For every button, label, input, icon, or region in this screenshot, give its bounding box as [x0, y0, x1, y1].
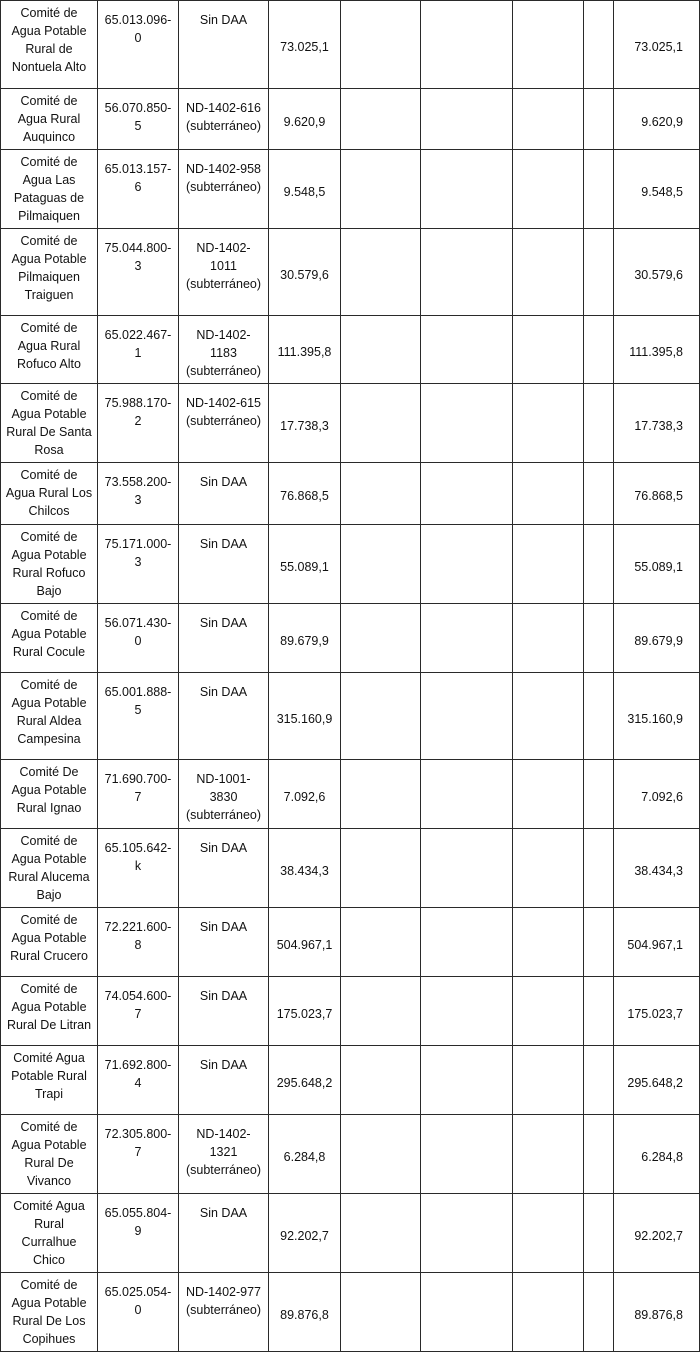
committee-name-cell: Comité de Agua Potable Rural De Santa Rosa [1, 384, 98, 463]
empty-cell [584, 384, 614, 463]
rut-cell: 71.690.700-7 [98, 760, 179, 829]
total-cell: 7.092,6 [614, 760, 700, 829]
empty-cell [584, 1046, 614, 1115]
empty-cell [584, 229, 614, 316]
committee-name-cell: Comité de Agua Potable Rural Alucema Bajo [1, 829, 98, 908]
daa-cell: ND-1402-1011 (subterráneo) [179, 229, 269, 316]
empty-cell [584, 604, 614, 673]
daa-cell: Sin DAA [179, 1046, 269, 1115]
volume-cell: 504.967,1 [269, 908, 341, 977]
table-row [1, 525, 700, 604]
empty-cell [584, 1115, 614, 1194]
volume-cell: 111.395,8 [269, 316, 341, 384]
empty-cell [341, 908, 421, 977]
daa-cell: Sin DAA [179, 829, 269, 908]
daa-cell: ND-1001-3830 (subterráneo) [179, 760, 269, 829]
daa-cell: ND-1402-616 (subterráneo) [179, 89, 269, 150]
volume-cell: 6.284,8 [269, 1115, 341, 1194]
empty-cell [421, 673, 513, 760]
empty-cell [421, 1273, 513, 1352]
empty-cell [584, 977, 614, 1046]
committee-name-cell: Comité de Agua Potable Rural Rofuco Bajo [1, 525, 98, 604]
table-row [1, 1, 700, 89]
empty-cell [341, 89, 421, 150]
empty-cell [341, 1115, 421, 1194]
committee-name-cell: Comité de Agua Rural Rofuco Alto [1, 316, 98, 384]
rut-cell: 74.054.600-7 [98, 977, 179, 1046]
empty-cell [513, 1115, 584, 1194]
empty-cell [513, 673, 584, 760]
empty-cell [421, 908, 513, 977]
empty-cell [341, 829, 421, 908]
daa-cell: Sin DAA [179, 977, 269, 1046]
empty-cell [421, 229, 513, 316]
daa-cell: ND-1402-977 (subterráneo) [179, 1273, 269, 1352]
empty-cell [513, 1, 584, 89]
empty-cell [513, 1194, 584, 1273]
empty-cell [584, 89, 614, 150]
empty-cell [421, 89, 513, 150]
table-row [1, 463, 700, 525]
total-cell: 89.679,9 [614, 604, 700, 673]
empty-cell [584, 463, 614, 525]
empty-cell [421, 829, 513, 908]
empty-cell [341, 463, 421, 525]
committee-name-cell: Comité Agua Potable Rural Trapi [1, 1046, 98, 1115]
committee-name-cell: Comité de Agua Potable Rural Cocule [1, 604, 98, 673]
rut-cell: 65.013.157-6 [98, 150, 179, 229]
daa-cell: ND-1402-615 (subterráneo) [179, 384, 269, 463]
committee-name-cell: Comité de Agua Potable Rural de Nontuela Alto [1, 1, 98, 89]
empty-cell [341, 1046, 421, 1115]
empty-cell [513, 908, 584, 977]
table-row [1, 1115, 700, 1194]
empty-cell [584, 525, 614, 604]
empty-cell [341, 229, 421, 316]
table-row [1, 760, 700, 829]
empty-cell [584, 760, 614, 829]
empty-cell [513, 1273, 584, 1352]
rut-cell: 72.221.600-8 [98, 908, 179, 977]
total-cell: 504.967,1 [614, 908, 700, 977]
total-cell: 73.025,1 [614, 1, 700, 89]
empty-cell [513, 525, 584, 604]
table-row [1, 150, 700, 229]
rut-cell: 65.001.888-5 [98, 673, 179, 760]
empty-cell [421, 1194, 513, 1273]
rut-cell: 71.692.800-4 [98, 1046, 179, 1115]
table-row [1, 229, 700, 316]
total-cell: 9.620,9 [614, 89, 700, 150]
volume-cell: 315.160,9 [269, 673, 341, 760]
empty-cell [341, 977, 421, 1046]
rut-cell: 73.558.200-3 [98, 463, 179, 525]
daa-cell: Sin DAA [179, 673, 269, 760]
committee-name-cell: Comité De Agua Potable Rural Ignao [1, 760, 98, 829]
total-cell: 17.738,3 [614, 384, 700, 463]
empty-cell [584, 829, 614, 908]
daa-cell: Sin DAA [179, 604, 269, 673]
total-cell: 76.868,5 [614, 463, 700, 525]
volume-cell: 9.620,9 [269, 89, 341, 150]
rut-cell: 56.071.430-0 [98, 604, 179, 673]
empty-cell [421, 977, 513, 1046]
volume-cell: 55.089,1 [269, 525, 341, 604]
empty-cell [513, 829, 584, 908]
rut-cell: 56.070.850-5 [98, 89, 179, 150]
empty-cell [341, 1, 421, 89]
empty-cell [341, 1273, 421, 1352]
empty-cell [341, 525, 421, 604]
table-row [1, 977, 700, 1046]
empty-cell [341, 150, 421, 229]
total-cell: 295.648,2 [614, 1046, 700, 1115]
table-row [1, 673, 700, 760]
empty-cell [513, 150, 584, 229]
rut-cell: 75.988.170-2 [98, 384, 179, 463]
total-cell: 111.395,8 [614, 316, 700, 384]
empty-cell [421, 1046, 513, 1115]
empty-cell [421, 760, 513, 829]
rut-cell: 72.305.800-7 [98, 1115, 179, 1194]
volume-cell: 73.025,1 [269, 1, 341, 89]
total-cell: 38.434,3 [614, 829, 700, 908]
daa-cell: ND-1402-1321 (subterráneo) [179, 1115, 269, 1194]
committee-name-cell: Comité de Agua Potable Rural De Vivanco [1, 1115, 98, 1194]
daa-cell: Sin DAA [179, 1194, 269, 1273]
table-row [1, 1194, 700, 1273]
committee-name-cell: Comité Agua Rural Curralhue Chico [1, 1194, 98, 1273]
table-row [1, 1046, 700, 1115]
empty-cell [421, 1115, 513, 1194]
empty-cell [584, 316, 614, 384]
table-row [1, 1273, 700, 1352]
committee-name-cell: Comité de Agua Rural Los Chilcos [1, 463, 98, 525]
empty-cell [421, 1, 513, 89]
daa-cell: Sin DAA [179, 1, 269, 89]
empty-cell [421, 384, 513, 463]
table-body [1, 1, 700, 1352]
volume-cell: 175.023,7 [269, 977, 341, 1046]
empty-cell [341, 316, 421, 384]
daa-cell: Sin DAA [179, 908, 269, 977]
committee-name-cell: Comité de Agua Potable Rural De Litran [1, 977, 98, 1046]
rut-cell: 75.044.800-3 [98, 229, 179, 316]
total-cell: 6.284,8 [614, 1115, 700, 1194]
empty-cell [341, 760, 421, 829]
daa-cell: ND-1402-958 (subterráneo) [179, 150, 269, 229]
empty-cell [513, 229, 584, 316]
rut-cell: 65.055.804-9 [98, 1194, 179, 1273]
volume-cell: 38.434,3 [269, 829, 341, 908]
empty-cell [513, 384, 584, 463]
total-cell: 30.579,6 [614, 229, 700, 316]
empty-cell [513, 760, 584, 829]
volume-cell: 89.679,9 [269, 604, 341, 673]
empty-cell [421, 463, 513, 525]
empty-cell [421, 525, 513, 604]
rut-cell: 65.013.096-0 [98, 1, 179, 89]
empty-cell [341, 384, 421, 463]
empty-cell [584, 1273, 614, 1352]
total-cell: 92.202,7 [614, 1194, 700, 1273]
empty-cell [513, 977, 584, 1046]
table-row [1, 316, 700, 384]
total-cell: 315.160,9 [614, 673, 700, 760]
daa-cell: Sin DAA [179, 463, 269, 525]
committee-name-cell: Comité de Agua Potable Rural De Los Copihues [1, 1273, 98, 1352]
daa-cell: ND-1402-1183 (subterráneo) [179, 316, 269, 384]
committee-name-cell: Comité de Agua Las Pataguas de Pilmaiquen [1, 150, 98, 229]
empty-cell [584, 1194, 614, 1273]
volume-cell: 17.738,3 [269, 384, 341, 463]
total-cell: 89.876,8 [614, 1273, 700, 1352]
rut-cell: 75.171.000-3 [98, 525, 179, 604]
committee-name-cell: Comité de Agua Potable Pilmaiquen Traiguen [1, 229, 98, 316]
volume-cell: 30.579,6 [269, 229, 341, 316]
empty-cell [421, 604, 513, 673]
table-row [1, 604, 700, 673]
table-row [1, 829, 700, 908]
empty-cell [584, 150, 614, 229]
empty-cell [513, 316, 584, 384]
empty-cell [421, 316, 513, 384]
empty-cell [341, 1194, 421, 1273]
committee-name-cell: Comité de Agua Potable Rural Aldea Campesina [1, 673, 98, 760]
empty-cell [584, 673, 614, 760]
volume-cell: 92.202,7 [269, 1194, 341, 1273]
empty-cell [513, 604, 584, 673]
empty-cell [421, 150, 513, 229]
table-row [1, 384, 700, 463]
empty-cell [513, 89, 584, 150]
total-cell: 55.089,1 [614, 525, 700, 604]
table-row [1, 908, 700, 977]
volume-cell: 295.648,2 [269, 1046, 341, 1115]
empty-cell [584, 908, 614, 977]
empty-cell [513, 463, 584, 525]
daa-cell: Sin DAA [179, 525, 269, 604]
empty-cell [341, 673, 421, 760]
committee-name-cell: Comité de Agua Potable Rural Crucero [1, 908, 98, 977]
volume-cell: 76.868,5 [269, 463, 341, 525]
committee-name-cell: Comité de Agua Rural Auquinco [1, 89, 98, 150]
rut-cell: 65.022.467-1 [98, 316, 179, 384]
rut-cell: 65.025.054-0 [98, 1273, 179, 1352]
volume-cell: 9.548,5 [269, 150, 341, 229]
rut-cell: 65.105.642-k [98, 829, 179, 908]
volume-cell: 89.876,8 [269, 1273, 341, 1352]
total-cell: 9.548,5 [614, 150, 700, 229]
empty-cell [584, 1, 614, 89]
table-row [1, 89, 700, 150]
empty-cell [341, 604, 421, 673]
volume-cell: 7.092,6 [269, 760, 341, 829]
total-cell: 175.023,7 [614, 977, 700, 1046]
empty-cell [513, 1046, 584, 1115]
